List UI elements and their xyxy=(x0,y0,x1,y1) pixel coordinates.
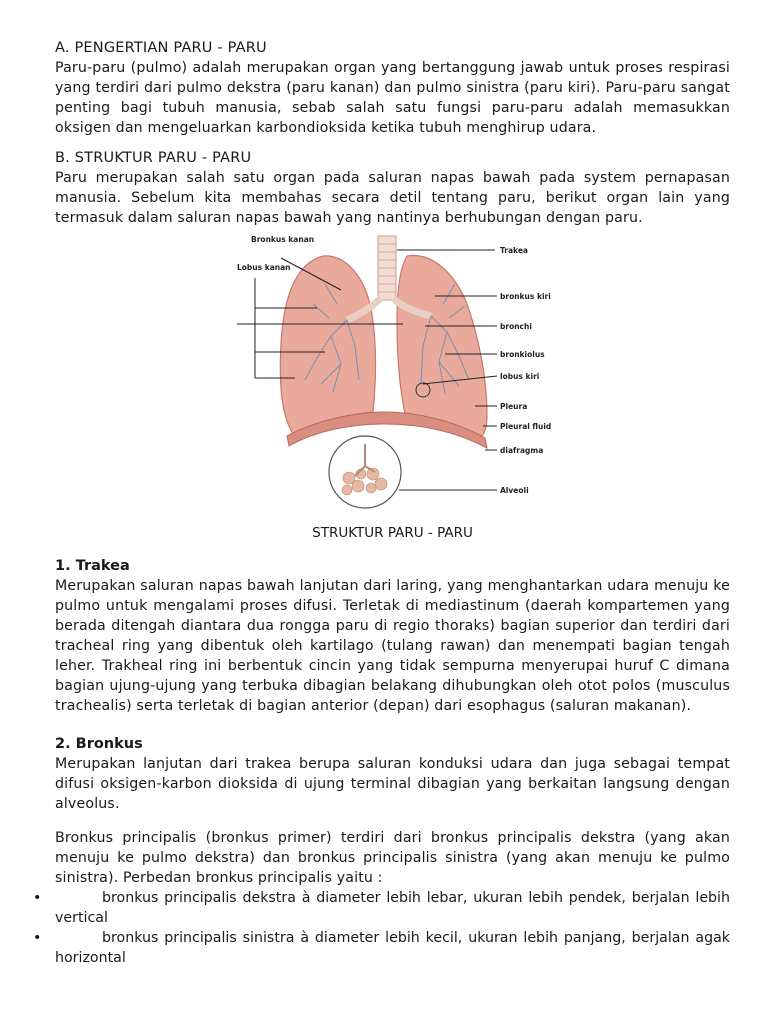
figure-caption: STRUKTUR PARU - PARU xyxy=(312,525,473,541)
label-lobus-kiri: lobus kiri xyxy=(500,372,540,381)
label-bronchi: bronchi xyxy=(500,322,532,331)
bullet-text: bronkus principalis sinistra à diameter lebih kecil, ukuran lebih panjang, berjalan agak horizontal xyxy=(55,929,730,966)
section-trakea xyxy=(55,556,730,716)
label-alveoli: Alveoli xyxy=(500,486,529,495)
document-page xyxy=(33,38,730,968)
label-diafragma: diafragma xyxy=(500,446,544,455)
bronkus-title: 2. Bronkus xyxy=(55,735,143,752)
list-item xyxy=(33,888,730,928)
section-a-body: Paru-paru (pulmo) adalah merupakan organ yang bertanggung jawab untuk proses respirasi yang terdiri dari pulmo dekstra (paru kanan) dan pulmo sinistra (paru kiri). Paru-paru sangat penting bagi tubuh manusia, sebab salah satu fungsi paru-paru adalah memasukkan oksigen dan mengeluarkan karbondioksida ketika tubuh menghirup udara. xyxy=(55,60,730,136)
section-b-heading: B. STRUKTUR PARU - PARU xyxy=(55,150,252,166)
section-b-body: Paru merupakan salah satu organ pada saluran napas bawah pada system pernapasan manusia. Sebelum kita membahas secara detil tentang paru, berikut organ lain yang termasuk dalam saluran napas bawah yang nantinya berhubungan dengan paru. xyxy=(55,170,730,226)
label-bronkus-kiri: bronkus kiri xyxy=(500,292,551,301)
section-struktur xyxy=(55,148,730,228)
lung-diagram-figure xyxy=(55,234,730,524)
label-bronkiolus: bronkiolus xyxy=(500,350,545,359)
bronkus-body-2: Bronkus principalis (bronkus primer) terdiri dari bronkus principalis dekstra (yang akan menuju ke pulmo dekstra) dan bronkus principalis sinistra (yang akan menuju ke pulmo sinistra). Perbedan bronkus principalis yaitu : xyxy=(55,829,730,886)
label-pleura: Pleura xyxy=(500,402,528,411)
trakea-title: 1. Trakea xyxy=(55,557,130,574)
label-pleural-fluid: Pleural fluid xyxy=(500,422,552,431)
label-lobus-kanan: Lobus kanan xyxy=(237,263,291,272)
bullet-text: bronkus principalis dekstra à diameter lebih lebar, ukuran lebih pendek, berjalan lebih vertical xyxy=(55,889,730,926)
lung-diagram xyxy=(55,234,730,524)
list-item xyxy=(33,928,730,968)
section-bronkus xyxy=(33,734,730,968)
bullet-icon: • xyxy=(33,929,42,946)
bronkus-difference-list xyxy=(33,888,730,968)
label-bronkus-kanan: Bronkus kanan xyxy=(251,235,315,244)
label-trakea: Trakea xyxy=(500,246,528,255)
section-pengertian xyxy=(55,38,730,138)
section-a-heading: A. PENGERTIAN PARU - PARU xyxy=(55,40,267,56)
bronkus-body-1: Merupakan lanjutan dari trakea berupa saluran konduksi udara dan juga sebagai tempat difusi oksigen-karbon dioksida di ujung terminal dibagian yang berkaitan langsung dengan alveolus. xyxy=(55,755,730,812)
bullet-icon: • xyxy=(33,889,42,906)
trakea-body: Merupakan saluran napas bawah lanjutan dari laring, yang menghantarkan udara menuju ke pulmo untuk mengalami proses difusi. Terletak di mediastinum (daerah kompartemen yang berada ditengah diantara dua rongga paru di regio thoraks) bagian superior dan terdiri dari tracheal ring yang dibentuk oleh kartilago (tulang rawan) dan menempati bagian tengah leher. Trakheal ring ini berbentuk cincin yang tidak sempurna menyerupai huruf C dimana bagian ujung-ujung yang terbuka dibagian belakang dihubungkan oleh otot polos (musculus trachealis) serta terletak di bagian anterior (depan) dari esophagus (saluran makanan). xyxy=(55,577,730,714)
left-lung xyxy=(397,256,487,441)
